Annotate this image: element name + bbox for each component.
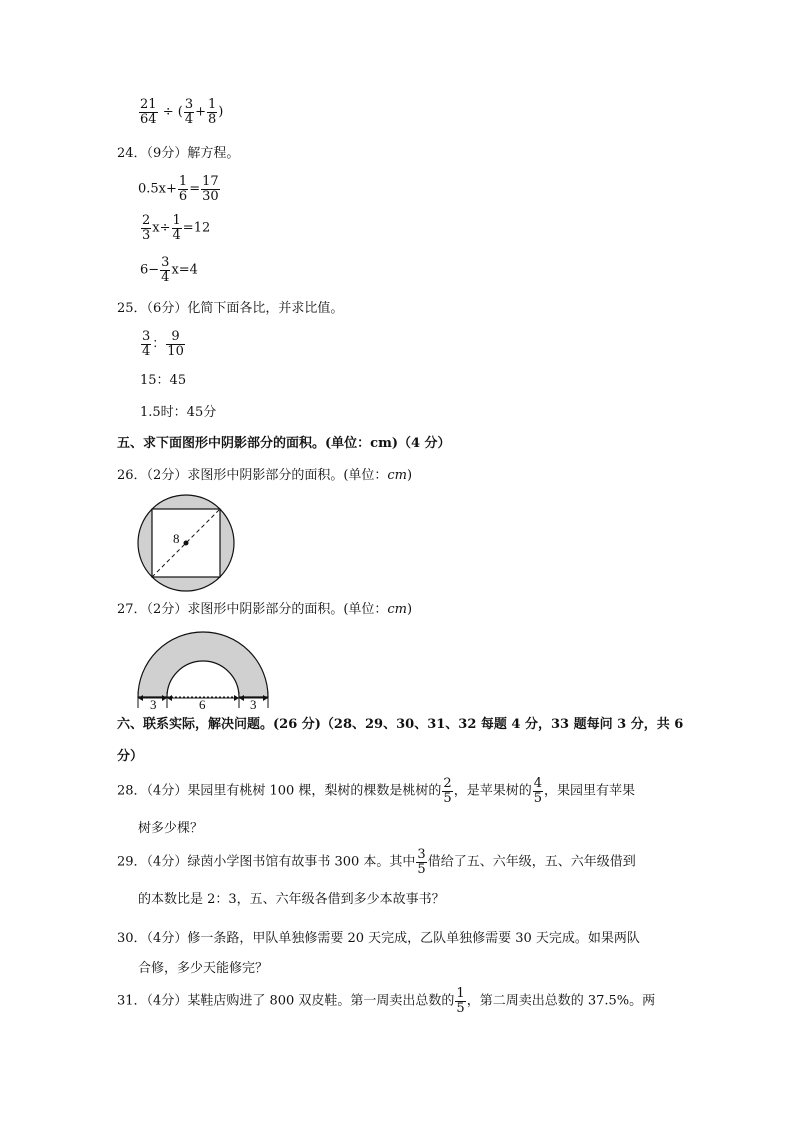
q23-expression bbox=[138, 98, 223, 126]
diagonal-label: 8 bbox=[173, 531, 180, 546]
question-text: ，第二周卖出总数的 37.5%。两 bbox=[466, 993, 656, 1009]
q28-line1 bbox=[117, 777, 635, 805]
dim-label-mid: 6 bbox=[199, 697, 206, 710]
unit: cm bbox=[387, 602, 407, 617]
plus-sign: + bbox=[195, 104, 206, 120]
eq-text: x÷ bbox=[152, 220, 171, 236]
fraction: $\frac{1}{5}$ bbox=[456, 986, 465, 1016]
q26-figure bbox=[135, 493, 241, 593]
section-5-title: 五、求下面图形中阴影部分的面积。(单位：cm)（4 分） bbox=[117, 436, 451, 451]
dim-label-right: 3 bbox=[250, 697, 257, 710]
question-text: ，果园里有苹果 bbox=[543, 783, 635, 799]
fraction: $\frac{4}{5}$ bbox=[533, 776, 542, 806]
fraction: $\frac{1}{4}$ bbox=[172, 213, 181, 243]
header-text: ) bbox=[407, 602, 413, 617]
eq-text: 0.5x+ bbox=[138, 181, 177, 197]
fraction: $\frac{3}{4}$ bbox=[184, 97, 194, 127]
fraction: $\frac{9}{10}$ bbox=[167, 329, 184, 359]
dim-label-left: 3 bbox=[150, 697, 157, 710]
q29-line1 bbox=[117, 848, 636, 876]
question-text: ，是苹果树的 bbox=[453, 783, 532, 799]
fraction: $\frac{21}{64}$ bbox=[140, 97, 157, 127]
eq-text: =12 bbox=[182, 220, 211, 236]
q26-header bbox=[117, 465, 412, 487]
q25-ratio-2: 15：45 bbox=[140, 373, 187, 388]
q31-line1 bbox=[117, 987, 655, 1015]
shaded-ring bbox=[138, 632, 268, 697]
q24-equation-1 bbox=[138, 175, 221, 203]
header-text: ) bbox=[407, 468, 413, 483]
section-6-title-line1: 六、联系实际，解决问题。(26 分)（28、29、30、31、32 每题 4 分，33 题每问 3 分，共 6 bbox=[117, 717, 684, 732]
question-text: 借给了五、六年级，五、六年级借到 bbox=[427, 854, 636, 870]
fraction: $\frac{1}{6}$ bbox=[178, 174, 188, 204]
question-text: 29．（4分）绿茵小学图书馆有故事书 300 本。其中 bbox=[117, 854, 416, 870]
q27-header bbox=[117, 599, 412, 621]
question-text: 31．（4分）某鞋店购进了 800 双皮鞋。第一周卖出总数的 bbox=[117, 993, 455, 1009]
header-text: 27．（2分）求图形中阴影部分的面积。(单位： bbox=[117, 602, 388, 617]
question-text: 28．（4分）果园里有桃树 100 棵，梨树的棵数是桃树的 bbox=[117, 783, 442, 799]
arrow-icon bbox=[234, 695, 239, 701]
q25-header: 25．（6分）化简下面各比，并求比值。 bbox=[117, 301, 344, 316]
q25-ratio-3: 1.5时：45分 bbox=[140, 405, 217, 420]
eq-text: = bbox=[189, 181, 201, 197]
arrow-icon bbox=[167, 695, 172, 701]
fraction: $\frac{17}{30}$ bbox=[202, 174, 219, 204]
q30-line1: 30．（4分）修一条路，甲队单独修需要 20 天完成，乙队单独修需要 30 天完成。如果两队 bbox=[117, 931, 640, 946]
fraction: $\frac{3}{4}$ bbox=[161, 255, 170, 285]
q25-ratio-1 bbox=[140, 330, 186, 358]
colon: ： bbox=[152, 336, 166, 352]
fraction: $\frac{3}{4}$ bbox=[142, 329, 151, 359]
q24-equation-3 bbox=[140, 256, 198, 284]
header-text: 26．（2分）求图形中阴影部分的面积。(单位： bbox=[117, 468, 388, 483]
fraction: $\frac{1}{8}$ bbox=[208, 97, 217, 127]
fraction: $\frac{2}{3}$ bbox=[142, 213, 151, 243]
eq-text: 6− bbox=[140, 262, 160, 278]
center-dot bbox=[184, 541, 189, 546]
paren: ( bbox=[177, 104, 183, 120]
q24-header: 24．（9分）解方程。 bbox=[117, 146, 240, 161]
fraction: $\frac{2}{5}$ bbox=[443, 776, 452, 806]
section-6-title-line2: 分） bbox=[117, 749, 144, 764]
q30-line2: 合修，多少天能修完？ bbox=[138, 961, 269, 976]
q24-equation-2 bbox=[140, 214, 210, 242]
fraction: $\frac{3}{5}$ bbox=[417, 847, 426, 877]
q28-line2: 树多少棵？ bbox=[138, 821, 204, 836]
eq-text: x=4 bbox=[171, 262, 198, 278]
divide-sign: ÷ bbox=[162, 104, 174, 120]
paren: ) bbox=[218, 104, 224, 120]
q27-figure bbox=[133, 622, 273, 710]
unit: cm bbox=[387, 468, 407, 483]
q29-line2: 的本数比是 2：3，五、六年级各借到多少本故事书？ bbox=[138, 892, 445, 907]
